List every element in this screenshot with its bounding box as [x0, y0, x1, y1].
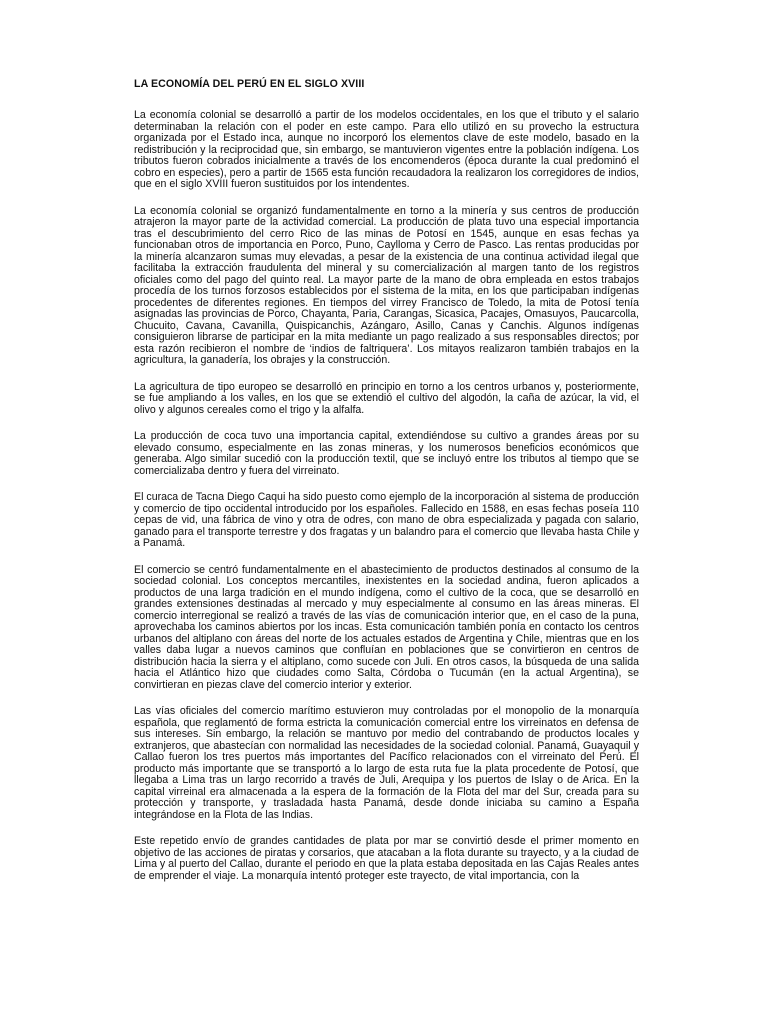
- paragraph: La economía colonial se organizó fundamentalmente en torno a la minería y sus centros de producción atrajeron la mayor parte de la actividad comercial. La producción de plata tuvo una especial importancia tras el descubrimiento del cerro Rico de las minas de Potosí en 1545, aunque en esas fechas ya funcionaban otros de importancia en Porco, Puno, Caylloma y Cerro de Pasco. Las rentas producidas por la minería alcanzaron sumas muy elevadas, a pesar de la existencia de una continua actividad ilegal que facilitaba la extracción fraudulenta del mineral y su comercialización al margen tanto de los registros oficiales como del pago del quinto real. La mayor parte de la mano de obra empleada en estos trabajos procedía de los turnos forzosos establecidos por el sistema de la mita, en los que participaban indígenas procedentes de diferentes regiones. En tiempos del virrey Francisco de Toledo, la mita de Potosí tenía asignadas las provincias de Porco, Chayanta, Paria, Carangas, Sicasica, Pacajes, Omasuyos, Paucarcolla, Chucuito, Cavana, Cavanilla, Quispicanchis, Azángaro, Asillo, Canas y Canchis. Algunos indígenas consiguieron librarse de participar en la mita mediante un pago realizado a sus responsables directos; por esta razón recibieron el nombre de ‘indios de faltriquera’. Los mitayos realizaron también trabajos en la agricultura, la ganadería, los obrajes y la construcción.: [134, 204, 639, 366]
- paragraph: La economía colonial se desarrolló a partir de los modelos occidentales, en los que el tributo y el salario determinaban la relación con el poder en este campo. Para ello utilizó en su provecho la estructura organizada por el Estado inca, aunque no incorporó los elementos clave de este modelo, basado en la redistribución y la reciprocidad que, sin embargo, se mantuvieron vigentes entre la población indígena. Los tributos fueron cobrados inicialmente a través de los encomenderos (época durante la cual predominó el cobro en especies), pero a partir de 1565 esta función recaudadora la realizaron los corregidores de indios, que en el siglo XVIII fueron sustituidos por los intendentes.: [134, 109, 639, 190]
- paragraph: La producción de coca tuvo una importancia capital, extendiéndose su cultivo a grandes áreas por su elevado consumo, especialmente en las zonas mineras, y los numerosos beneficios económicos que generaba. Algo similar sucedió con la producción textil, que se incluyó entre los tributos al tiempo que se comercializaba dentro y fuera del virreinato.: [134, 430, 639, 477]
- document-body: [134, 77, 639, 897]
- paragraph: La agricultura de tipo europeo se desarrolló en principio en torno a los centros urbanos y, posteriormente, se fue ampliando a los valles, en los que se extendió el cultivo del algodón, la caña de azúcar, la vid, el olivo y algunos cereales como el trigo y la alfalfa.: [134, 380, 639, 416]
- paragraph: El curaca de Tacna Diego Caqui ha sido puesto como ejemplo de la incorporación al sistema de producción y comercio de tipo occidental introducido por los españoles. Fallecido en 1588, en esas fechas poseía 110 cepas de vid, una fábrica de vino y otra de odres, con mano de obra especializada y pagada con salario, ganado para el transporte terrestre y dos fragatas y un balandro para el comercio que llevaba hasta Chile y a Panamá.: [134, 491, 639, 549]
- paragraph: Este repetido envío de grandes cantidades de plata por mar se convirtió desde el primer momento en objetivo de las acciones de piratas y corsarios, que atacaban a la flota durante su trayecto, y a la ciudad de Lima y al puerto del Callao, durante el periodo en que la plata estaba depositada en las Cajas Reales antes de emprender el viaje. La monarquía intentó proteger este trayecto, de vital importancia, con la: [134, 835, 639, 882]
- document-title: LA ECONOMÍA DEL PERÚ EN EL SIGLO XVIII: [134, 78, 365, 90]
- paragraph: El comercio se centró fundamentalmente en el abastecimiento de productos destinados al consumo de la sociedad colonial. Los conceptos mercantiles, inexistentes en la sociedad andina, fueron aplicados a productos de una larga tradición en el mundo indígena, como el cultivo de la coca, que se desarrolló en grandes extensiones destinadas al mercado y muy especialmente al consumo en las áreas mineras. El comercio interregional se realizó a través de las vías de comunicación interior que, en el caso de la puna, aprovechaba los caminos abiertos por los incas. Esta comunicación también ponía en contacto los centros urbanos del altiplano con áreas del norte de los actuales estados de Argentina y Chile, mientras que en los valles daba lugar a nuevos caminos que confluían en poblaciones que se convirtieron en centros de distribución hacia la sierra y el altiplano, como sucede con Juli. En otros casos, la búsqueda de una salida hacia el Atlántico hizo que ciudades como Salta, Córdoba o Tucumán (en la actual Argentina), se convirtieran en piezas clave del comercio interior y exterior.: [134, 563, 639, 691]
- paragraph: Las vías oficiales del comercio marítimo estuvieron muy controladas por el monopolio de la monarquía española, que reglamentó de forma estricta la comunicación comercial entre los virreinatos en defensa de sus intereses. Sin embargo, la relación se mantuvo por medio del contrabando de productos locales y extranjeros, que abastecían con normalidad las necesidades de la sociedad colonial. Panamá, Guayaquil y Callao fueron los tres puertos más importantes del Pacífico relacionados con el virreinato del Perú. El producto más importante que se transportó a lo largo de esta ruta fue la plata procedente de Potosí, que llegaba a Lima tras un largo recorrido a través de Juli, Arequipa y los puertos de Islay o de Arica. En la capital virreinal era almacenada a la espera de la formación de la Flota del mar del Sur, creada para su protección y transporte, y trasladada hasta Panamá, desde donde iniciaba su camino a España integrándose en la Flota de las Indias.: [134, 705, 639, 821]
